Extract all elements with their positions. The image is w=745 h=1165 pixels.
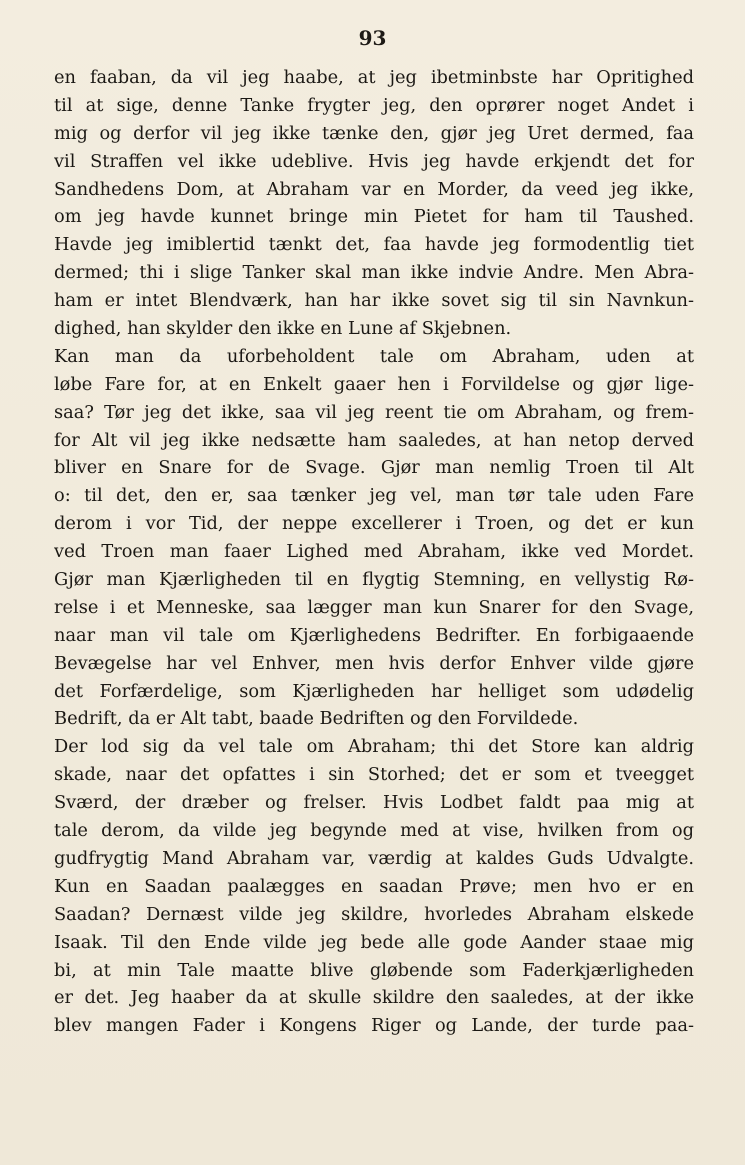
text-line: Gjør man Kjærligheden til en flygtig Stemning, en vellystig Rø- [54, 569, 694, 591]
text-line: Kun en Saadan paalægges en saadan Prøve; men hvo er en [54, 875, 694, 897]
text-line: vil Straffen vel ikke udeblive. Hvis jeg havde erkjendt det for [54, 150, 694, 172]
text-line: bliver en Snare for de Svage. Gjør man nemlig Troen til Alt [54, 457, 694, 479]
text-line: relse i et Menneske, saa lægger man kun Snarer for den Svage, [54, 596, 694, 618]
text-line: mig og derfor vil jeg ikke tænke den, gjør jeg Uret dermed, faa [54, 122, 694, 144]
text-line: o: til det, den er, saa tænker jeg vel, man tør tale uden Fare [54, 485, 694, 507]
text-line: Sandhedens Dom, at Abraham var en Morder, da veed jeg ikke, [54, 178, 694, 200]
text-line: dermed; thi i slige Tanker skal man ikke indvie Andre. Men Abra- [54, 262, 694, 284]
text-line: Bedrift, da er Alt tabt, baade Bedriften og den Forvildede. [54, 708, 579, 730]
text-line: ved Troen man faaer Lighed med Abraham, ikke ved Mordet. [54, 541, 694, 563]
text-line: Saadan? Dernæst vilde jeg skildre, hvorledes Abraham elskede [54, 903, 694, 925]
text-line: Isaak. Til den Ende vilde jeg bede alle gode Aander staae mig [54, 931, 694, 953]
text-line: Kan man da uforbeholdent tale om Abraham, uden at [54, 345, 694, 367]
text-line: det Forfærdelige, som Kjærligheden har helliget som udødelig [54, 680, 694, 702]
text-line: ham er intet Blendværk, han har ikke sovet sig til sin Navnkun- [54, 290, 694, 312]
text-line: dighed, han skylder den ikke en Lune af Skjebnen. [54, 318, 512, 340]
text-line: for Alt vil jeg ikke nedsætte ham saaledes, at han netop derved [54, 429, 694, 451]
body-text [54, 64, 694, 1040]
text-line: om jeg havde kunnet bringe min Pietet for ham til Taushed. [54, 206, 694, 228]
page-number: 93 [358, 26, 387, 50]
text-line: tale derom, da vilde jeg begynde med at vise, hvilken from og [54, 820, 694, 842]
text-line: Havde jeg imiblertid tænkt det, faa havde jeg formodentlig tiet [54, 234, 694, 256]
text-line: Bevægelse har vel Enhver, men hvis derfor Enhver vilde gjøre [54, 652, 694, 674]
text-line: Sværd, der dræber og frelser. Hvis Lodbet faldt paa mig at [54, 792, 694, 814]
text-line: Der lod sig da vel tale om Abraham; thi det Store kan aldrig [54, 736, 694, 758]
text-line: er det. Jeg haaber da at skulle skildre den saaledes, at der ikke [54, 987, 694, 1009]
text-line: en faaban, da vil jeg haabe, at jeg ibetminbste har Opritighed [54, 67, 694, 88]
text-line: bi, at min Tale maatte blive gløbende som Faderkjærligheden [54, 959, 694, 981]
text-line: saa? Tør jeg det ikke, saa vil jeg reent tie om Abraham, og frem- [54, 401, 694, 423]
text-line: blev mangen Fader i Kongens Riger og Lande, der turde paa- [54, 1015, 694, 1037]
text-line: til at sige, denne Tanke frygter jeg, den oprører noget Andet i [54, 94, 694, 116]
text-line: gudfrygtig Mand Abraham var, værdig at kaldes Guds Udvalgte. [54, 847, 694, 869]
text-line: naar man vil tale om Kjærlighedens Bedrifter. En forbigaaende [54, 624, 694, 646]
text-line: skade, naar det opfattes i sin Storhed; det er som et tveegget [54, 764, 694, 786]
text-line: løbe Fare for, at en Enkelt gaaer hen i Forvildelse og gjør lige- [54, 373, 694, 395]
text-line: derom i vor Tid, der neppe excellerer i Troen, og det er kun [54, 513, 694, 535]
